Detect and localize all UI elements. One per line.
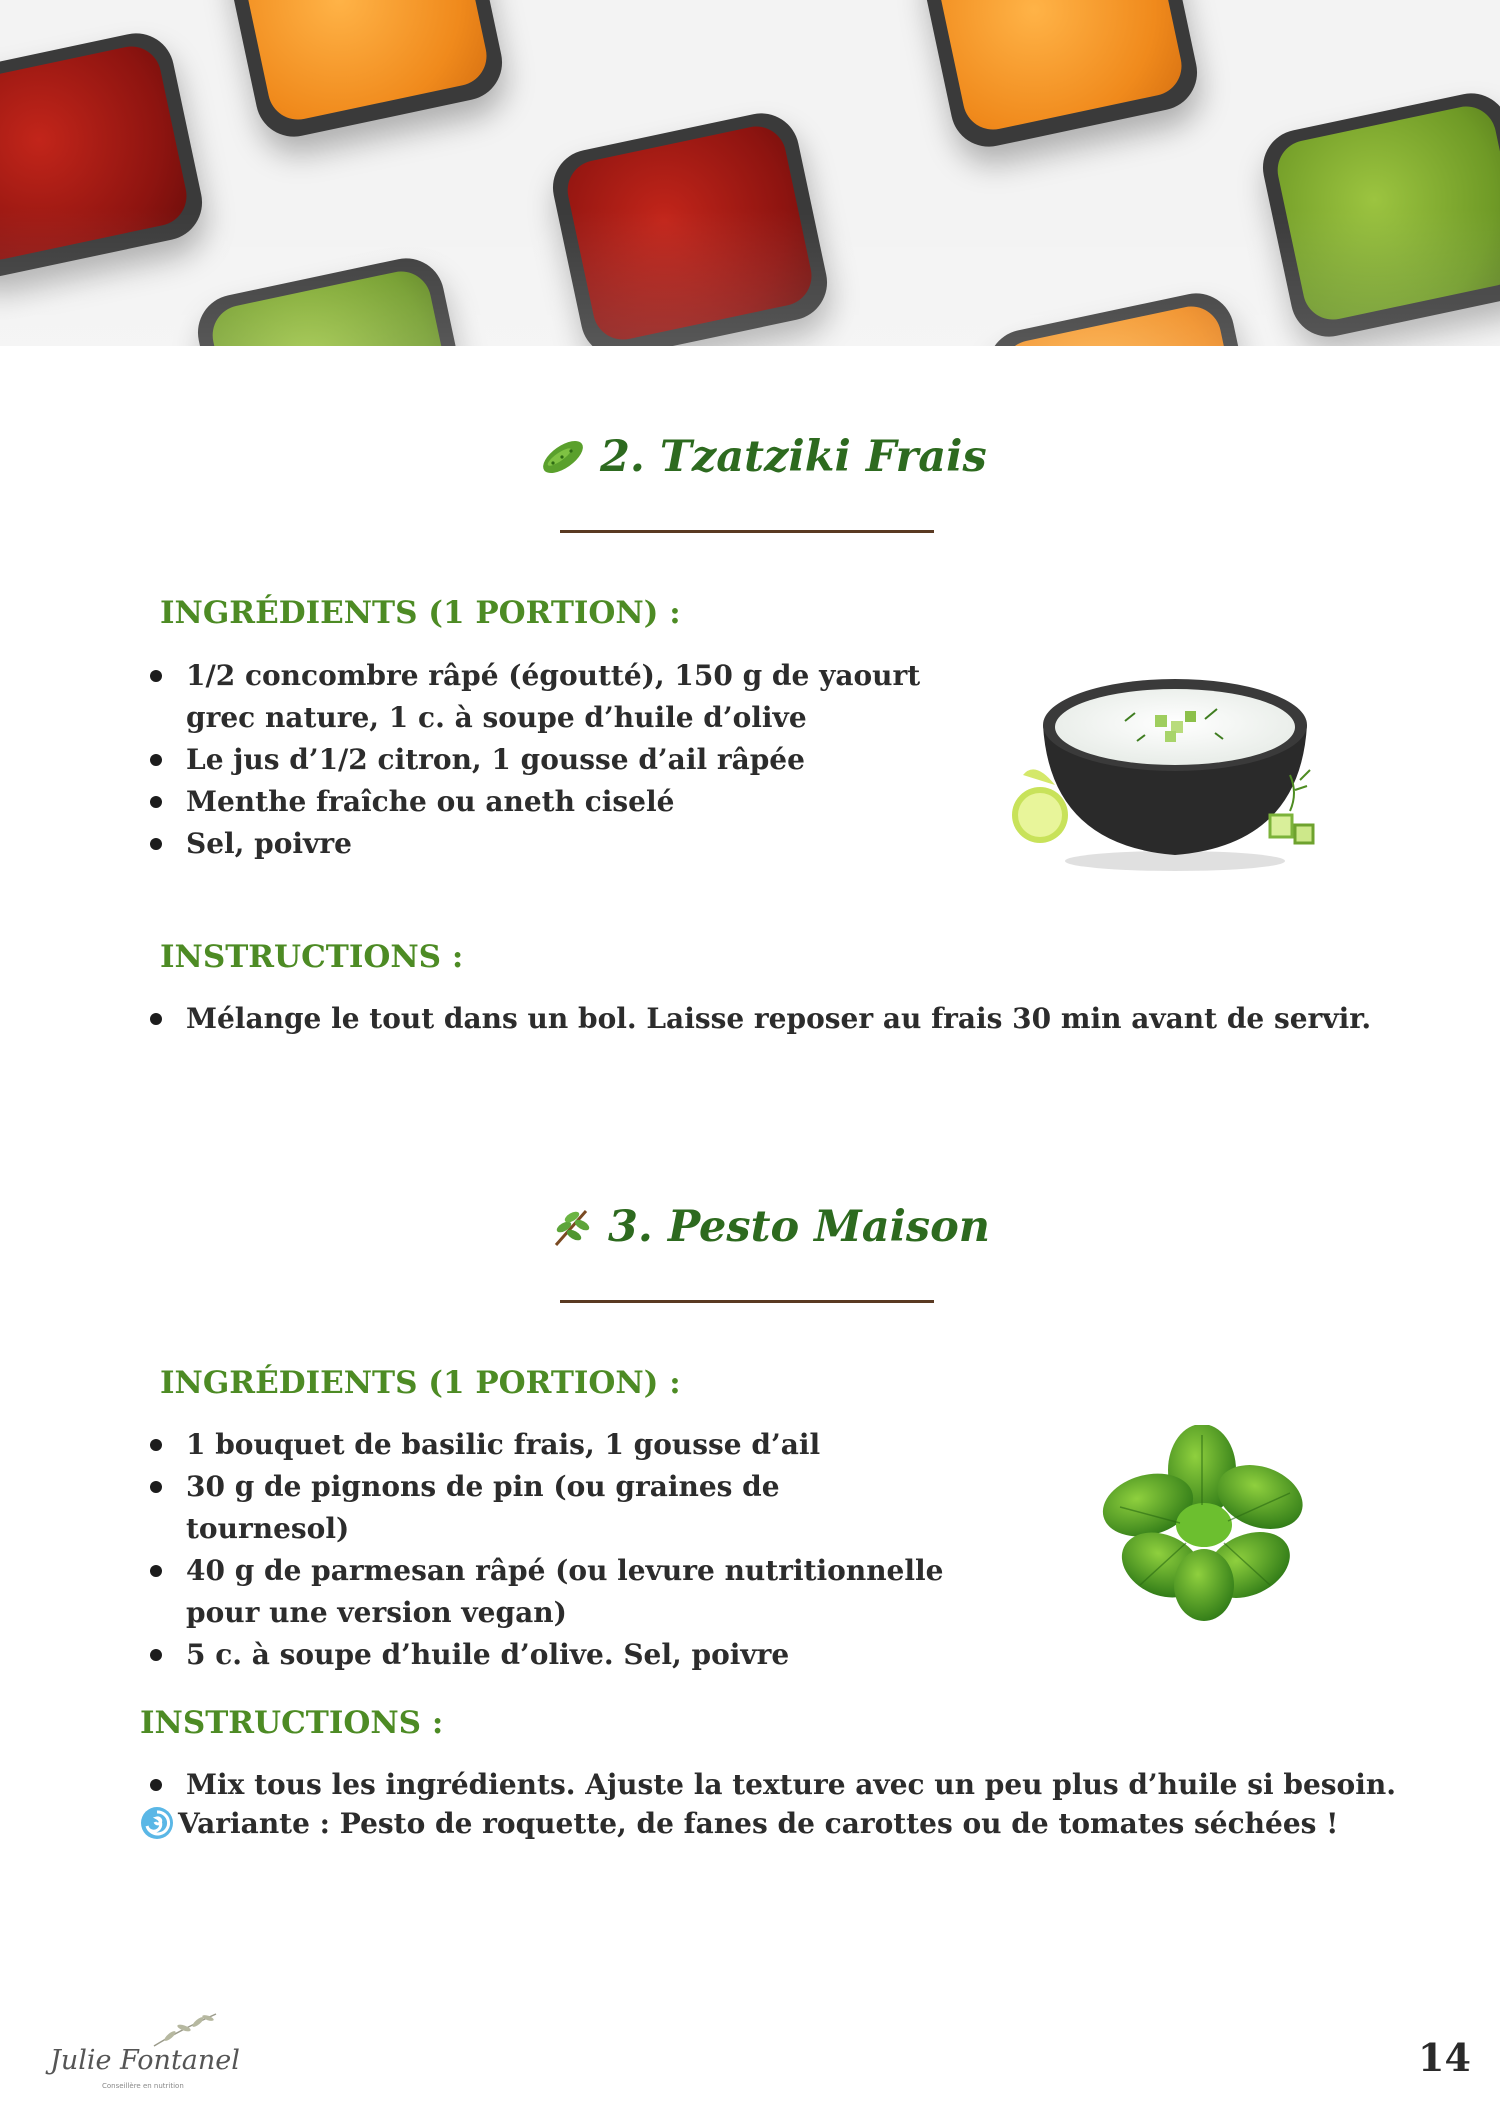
section-title-pesto — [550, 1202, 990, 1252]
section-title-tzatziki — [540, 432, 987, 482]
instructions-list-pesto — [150, 1764, 1396, 1806]
ingredients-label: INGRÉDIENTS (1 PORTION) : — [160, 595, 681, 631]
list-item: Menthe fraîche ou aneth ciselé — [150, 781, 970, 823]
instructions-label: INSTRUCTIONS : — [160, 939, 464, 975]
list-item: 5 c. à soupe d’huile d’olive. Sel, poivre — [150, 1634, 950, 1676]
signature-name: Julie Fontanel — [50, 2045, 240, 2076]
ingredients-list-pesto — [150, 1424, 950, 1676]
herb-icon — [550, 1205, 594, 1249]
cyclone-icon — [140, 1806, 174, 1840]
section-title-text: 3. Pesto Maison — [608, 1202, 991, 1252]
instructions-label: INSTRUCTIONS : — [140, 1705, 444, 1741]
list-item: Le jus d’1/2 citron, 1 gousse d’ail râpée — [150, 739, 970, 781]
ingredients-list-tzatziki — [150, 655, 970, 865]
list-item: Mix tous les ingrédients. Ajuste la texture avec un peu plus d’huile si besoin. — [150, 1764, 1350, 1806]
tzatziki-bowl-image — [1005, 665, 1350, 875]
title-divider — [560, 1300, 934, 1303]
variante-note — [140, 1806, 1338, 1840]
list-item: 30 g de pignons de pin (ou graines de tournesol) — [150, 1466, 950, 1550]
title-divider — [560, 530, 934, 533]
olive-branch-icon — [150, 2010, 220, 2050]
signature-logo — [50, 2010, 240, 2090]
ingredients-label: INGRÉDIENTS (1 PORTION) : — [160, 1365, 681, 1401]
hero-banner-sauces — [0, 0, 1500, 346]
variante-text: Variante : Pesto de roquette, de fanes de carottes ou de tomates séchées ! — [178, 1806, 1339, 1840]
list-item: 40 g de parmesan râpé (ou levure nutritionnelle pour une version vegan) — [150, 1550, 950, 1634]
list-item: Mélange le tout dans un bol. Laisse reposer au frais 30 min avant de servir. — [150, 998, 1350, 1040]
signature-subtitle: Conseillère en nutrition — [102, 2082, 184, 2090]
instructions-list-tzatziki — [150, 998, 1372, 1040]
section-title-text: 2. Tzatziki Frais — [600, 432, 987, 482]
page-number: 14 — [1418, 2035, 1471, 2080]
cucumber-icon — [540, 437, 586, 477]
list-item: 1 bouquet de basilic frais, 1 gousse d’ail — [150, 1424, 950, 1466]
basil-image — [1100, 1425, 1305, 1625]
list-item: 1/2 concombre râpé (égoutté), 150 g de yaourt grec nature, 1 c. à soupe d’huile d’olive — [150, 655, 970, 739]
list-item: Sel, poivre — [150, 823, 970, 865]
